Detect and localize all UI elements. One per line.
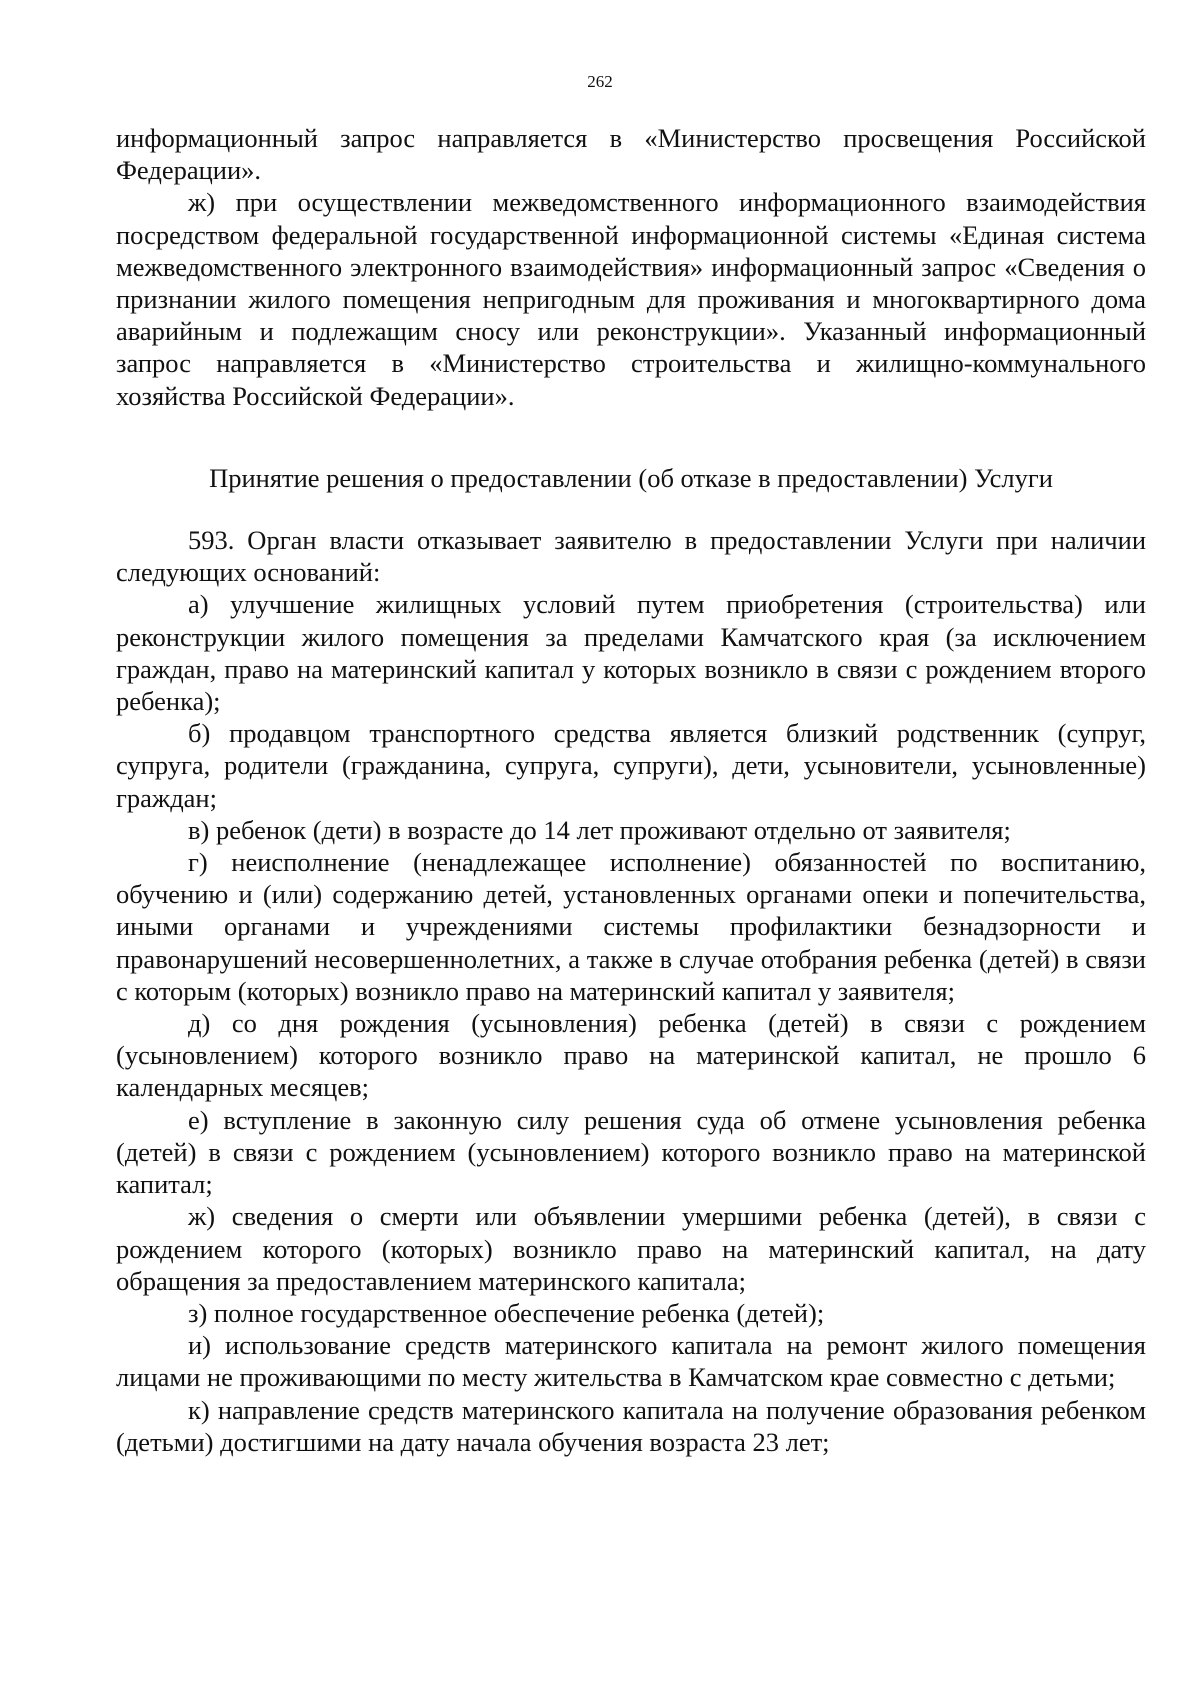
clause-item-z: з) полное государственное обеспечение ребенка (детей);	[188, 1297, 825, 1328]
page-number: 262	[587, 72, 613, 91]
document-body	[116, 122, 1146, 1458]
clause-item-d: д) со дня рождения (усыновления) ребенка (детей) в связи с рождением (усыновлением) которого возникло право на материнской капитал, не прошло 6 календарных месяцев;	[116, 1008, 1146, 1103]
clause-item-g: г) неисполнение (ненадлежащее исполнение) обязанностей по воспитанию, обучению и (или) содержанию детей, установленных органами опеки и попечительства, иными органами и учреждениями системы профилактики безнадзорности и правонарушений несовершеннолетних, а также в случае отобрания ребенка (детей) в связи с которым (которых) возникло право на материнский капитал у заявителя;	[116, 847, 1146, 1006]
clause-item-b: б) продавцом транспортного средства является близкий родственник (супруг, супруга, родители (гражданина, супруга, супруги), дети, усыновители, усыновленные) граждан;	[116, 718, 1146, 813]
clause-item-a: а) улучшение жилищных условий путем приобретения (строительства) или реконструкции жилого помещения за пределами Камчатского края (за исключением граждан, право на материнский капитал у которых возникло в связи с рождением второго ребенка);	[116, 589, 1146, 717]
clause-item-v: в) ребенок (дети) в возрасте до 14 лет проживают отдельно от заявителя;	[188, 814, 1011, 845]
paragraph-continuation: информационный запрос направляется в «Министерство просвещения Российской Федерации».	[116, 123, 1146, 186]
clause-item-i: и) использование средств материнского капитала на ремонт жилого помещения лицами не проживающими по месту жительства в Камчатском крае совместно с детьми;	[116, 1330, 1146, 1393]
clause-item-e: е) вступление в законную силу решения суда об отмене усыновления ребенка (детей) в связи с рождением (усыновлением) которого возникло право на материнской капитал;	[116, 1104, 1146, 1200]
clause-item-k: к) направление средств материнского капитала на получение образования ребенком (детьми) достигшими на дату начала обучения возраста 23 лет;	[116, 1394, 1146, 1457]
clause-item-zh: ж) сведения о смерти или объявлении умершими ребенка (детей), в связи с рождением которого (которых) возникло право на материнский капитал, на дату обращения за предоставлением материнского капитала;	[116, 1201, 1146, 1296]
paragraph-item-zh: ж) при осуществлении межведомственного информационного взаимодействия посредством федеральной государственной информационной системы «Единая система межведомственного электронного взаимодействия» информационный запрос «Сведения о признании жилого помещения непригодным для проживания и многоквартирного дома аварийным и подлежащим сносу или реконструкции». Указанный информационный запрос направляется в «Министерство строительства и жилищно-коммунального хозяйства Российской Федерации».	[116, 187, 1146, 411]
clause-intro: 593. Орган власти отказывает заявителю в предоставлении Услуги при наличии следующих оснований:	[116, 525, 1146, 588]
section-heading: Принятие решения о предоставлении (об отказе в предоставлении) Услуги	[209, 462, 1053, 493]
